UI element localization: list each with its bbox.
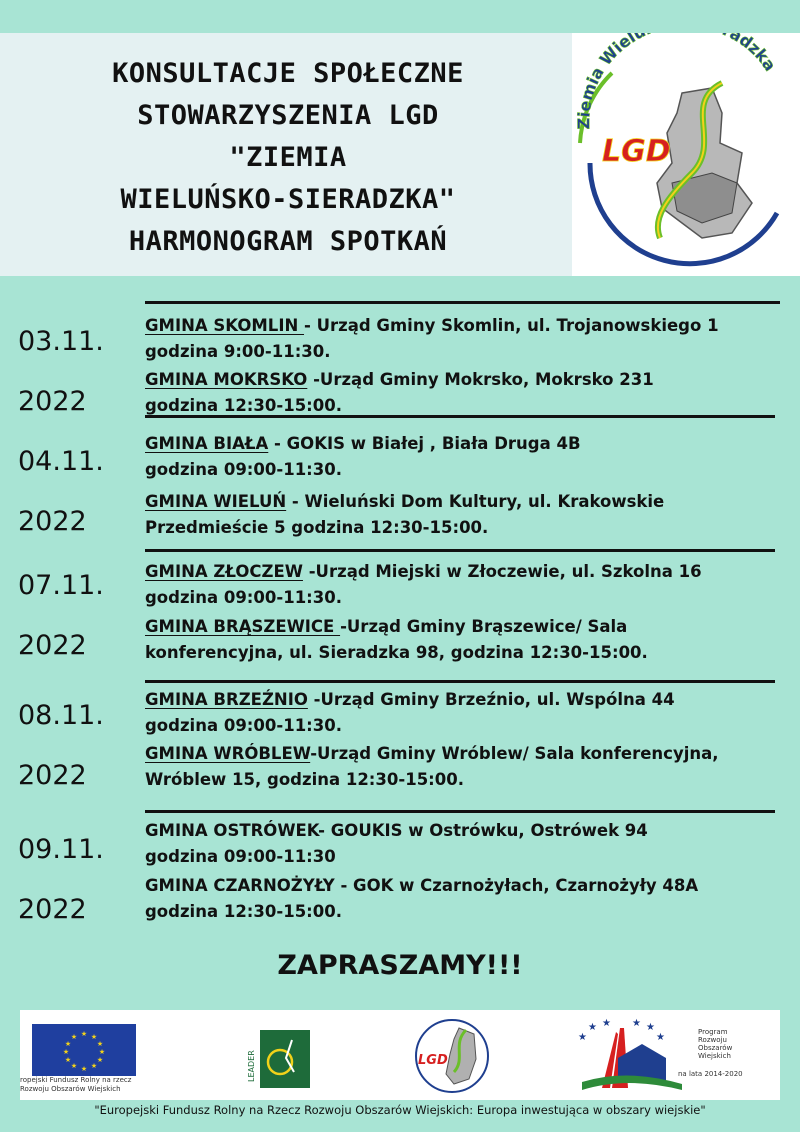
title-line-3: "ZIEMIA — [229, 142, 347, 173]
svg-text:★: ★ — [80, 1030, 88, 1038]
meeting-entry — [145, 367, 654, 419]
page-title — [28, 53, 548, 263]
svg-text:★: ★ — [602, 1018, 611, 1029]
date-block-5 — [18, 820, 128, 940]
meeting-entry — [145, 313, 719, 365]
gmina-name: GMINA MOKRSKO — [145, 370, 308, 389]
lgd-logo — [572, 33, 800, 276]
gmina-name: GMINA WRÓBLEW — [145, 744, 311, 763]
meeting-location: -Urząd Gminy Brąszewice/ Sala — [340, 617, 628, 636]
svg-text:★: ★ — [96, 1040, 104, 1048]
meeting-location: - GOKIS w Białej , Biała Druga 4B — [268, 434, 581, 453]
svg-text:★: ★ — [90, 1033, 98, 1041]
svg-text:★: ★ — [80, 1065, 88, 1073]
meeting-time: godzina 9:00-11:30. — [145, 342, 331, 361]
meeting-location: -Urząd Gminy Brzeźnio, ul. Wspólna 44 — [307, 690, 675, 709]
prow-caption: Program Rozwoju Obszarów Wiejskich na lata 2014-2020 — [678, 1028, 743, 1078]
date-block-3 — [18, 556, 128, 676]
logo-arc-text: Ziemia Wiel adzka — [574, 33, 780, 130]
meeting-entry — [145, 818, 648, 870]
date-day: 03.11. — [18, 326, 104, 357]
title-line-4: WIELUŃSKO-SIERADZKA" — [120, 184, 456, 215]
meeting-entry — [145, 431, 581, 483]
prow-logo — [572, 1018, 696, 1094]
meeting-location: -Urząd Miejski w Złoczewie, ul. Szkolna 16 — [302, 562, 702, 581]
leader-logo — [242, 1022, 314, 1090]
meeting-entry — [145, 489, 664, 541]
svg-text:★: ★ — [70, 1062, 78, 1070]
gmina-name: GMINA CZARNOŻYŁY — [145, 876, 335, 895]
svg-text:★: ★ — [646, 1022, 655, 1033]
meeting-entry — [145, 559, 702, 611]
lgd-small-text: LGD — [418, 1053, 448, 1068]
title-line-2: STOWARZYSZENIA LGD — [137, 100, 439, 131]
svg-text:★: ★ — [578, 1032, 587, 1043]
divider-3 — [145, 549, 775, 552]
meeting-location: - Wieluński Dom Kultury, ul. Krakowskie — [286, 492, 665, 511]
svg-text:★: ★ — [656, 1032, 665, 1043]
svg-text:★: ★ — [98, 1048, 106, 1056]
divider-4 — [145, 680, 775, 683]
date-day: 08.11. — [18, 700, 104, 731]
svg-text:★: ★ — [62, 1048, 70, 1056]
meeting-time: godzina 09:00-11:30. — [145, 716, 343, 735]
invite-heading: ZAPRASZAMY!!! — [277, 950, 523, 981]
sponsor-logos-strip — [20, 1010, 780, 1100]
title-line-5: HARMONOGRAM SPOTKAŃ — [128, 226, 448, 257]
date-year: 2022 — [18, 760, 87, 791]
date-block-4 — [18, 686, 128, 806]
date-day: 07.11. — [18, 570, 104, 601]
gmina-name: GMINA OSTRÓWEK — [145, 821, 319, 840]
meeting-entry — [145, 687, 675, 739]
meeting-location: -Urząd Gminy Wróblew/ Sala konferencyjna, — [310, 744, 719, 763]
meeting-location: - GOUKIS w Ostrówku, Ostrówek 94 — [318, 821, 648, 840]
footer-caption: "Europejski Fundusz Rolny na Rzecz Rozwoju Obszarów Wiejskich: Europa inwestująca w obszary wiejskie" — [94, 1103, 706, 1117]
divider-5 — [145, 810, 775, 813]
date-day: 09.11. — [18, 834, 104, 865]
eu-fund-caption: ropejski Fundusz Rolny na rzecz Rozwoju Obszarów Wiejskich — [20, 1076, 132, 1093]
svg-text:★: ★ — [632, 1018, 641, 1029]
svg-text:★: ★ — [588, 1022, 597, 1033]
gmina-name: GMINA ZŁOCZEW — [145, 562, 303, 581]
eu-flag-icon — [32, 1024, 136, 1076]
meeting-time: Przedmieście 5 godzina 12:30-15:00. — [145, 518, 489, 537]
date-block-1 — [18, 312, 128, 432]
gmina-name: GMINA BRĄSZEWICE — [145, 617, 341, 636]
meeting-location: - Urząd Gminy Skomlin, ul. Trojanowskiego 1 — [304, 316, 719, 335]
date-year: 2022 — [18, 506, 87, 537]
date-year: 2022 — [18, 894, 87, 925]
meeting-time: godzina 09:00-11:30. — [145, 588, 343, 607]
svg-text:★: ★ — [90, 1062, 98, 1070]
meeting-time: godzina 12:30-15:00. — [145, 396, 343, 415]
date-year: 2022 — [18, 630, 87, 661]
svg-text:★: ★ — [96, 1056, 104, 1064]
date-year: 2022 — [18, 386, 87, 417]
gmina-name: GMINA BIAŁA — [145, 434, 269, 453]
date-block-2 — [18, 432, 128, 552]
logo-lgd-text: LGD — [602, 134, 671, 169]
svg-text:★: ★ — [64, 1056, 72, 1064]
gmina-name: GMINA BRZEŹNIO — [145, 690, 308, 709]
lgd-small-logo — [404, 1014, 500, 1096]
gmina-name: GMINA WIELUŃ — [145, 492, 287, 511]
divider-1 — [145, 301, 780, 304]
meeting-time: godzina 09:00-11:30. — [145, 460, 343, 479]
title-line-1: KONSULTACJE SPOŁECZNE — [112, 58, 464, 89]
header-panel — [0, 33, 572, 276]
svg-text:★: ★ — [64, 1040, 72, 1048]
lgd-logo-panel — [572, 33, 800, 276]
meeting-location: - GOK w Czarnożyłach, Czarnożyły 48A — [334, 876, 699, 895]
meeting-entry — [145, 873, 698, 925]
svg-text:★: ★ — [70, 1033, 78, 1041]
meeting-time: godzina 12:30-15:00. — [145, 902, 343, 921]
gmina-name: GMINA SKOMLIN — [145, 316, 305, 335]
meeting-entry — [145, 741, 719, 793]
leader-text: LEADER — [247, 1050, 256, 1082]
meeting-location: -Urząd Gminy Mokrsko, Mokrsko 231 — [307, 370, 654, 389]
meeting-time: konferencyjna, ul. Sieradzka 98, godzina 12:30-15:00. — [145, 643, 648, 662]
meeting-entry — [145, 614, 648, 666]
date-day: 04.11. — [18, 446, 104, 477]
meeting-time: godzina 09:00-11:30 — [145, 847, 336, 866]
meeting-time: Wróblew 15, godzina 12:30-15:00. — [145, 770, 465, 789]
